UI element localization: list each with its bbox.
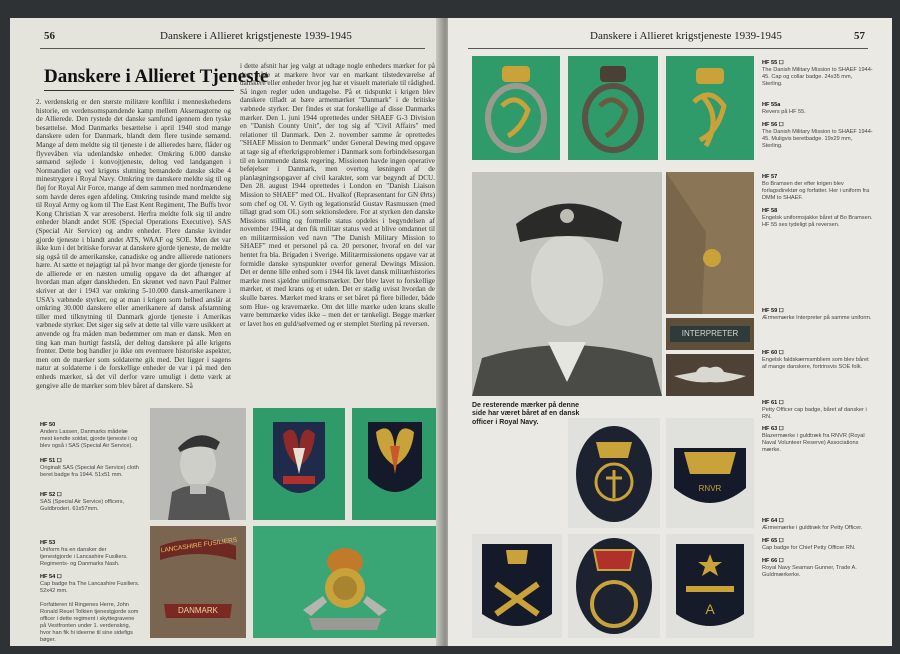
caption-text: Royal Navy Seaman Gunner, Trade A. Guldmærkerke. xyxy=(762,565,857,578)
dmm-badge-reverse-photo xyxy=(568,56,658,160)
caption-hf63 xyxy=(762,426,874,454)
caption-text: Blazermærke i guldtræk fra RNVR (Royal Naval Volunteer Reserve) Associations mærke. xyxy=(762,433,865,453)
caption-text: Engelsk uniformsjakke båret af Bo Bramsen. HF 55 ses tydeligt på reversen. xyxy=(762,215,873,228)
danmark-label: DANMARK xyxy=(177,606,218,615)
caption-hf55 xyxy=(762,60,874,88)
caption-code: HF 53 xyxy=(40,540,56,546)
caption-hf58 xyxy=(762,208,874,229)
body-column-1: 2. verdenskrig er den største militære konflikt i menneskehedens historie, en verdensomspændende kamp mellem Aksemagterne og de Allierede. Den rystede det danske samfund igennem den tyske besættelse. Mod Danmarks besættelse i april 1940 stod mange danskere uden for Danmark, blandt dem flere tusinde sømænd. Mange af dem meldte sig til tjeneste i de allieredes hære, flåder og flyvevåben via udenlandske enheder. Omkring 6.000 danske sømænd sejlede i konvojtjeneste, deltog ved landgangen i Normandiet og ved krigens slutning bemandede danske skibe 4 minestrygere i Royal Navy. Omkring tre danskere meldte sig til og fløj for Royal Air Force, mange af dem sammen med nordmændene som havde deres egen afdeling. Omkring tusinde mand meldte sig til Royal Army og kom til The East Kent Regiment, The Buffs hvor Kong Christian X var æresoberst. Herfra meldte folk sig til andre enheder blandt andet SOE (Special Operations Executive). SAS (Special Air Service) og andre enheder. Flere danske kvinder gjorde tjeneste i blandt andet ATS, WAAF og SOE. Men det var ikke kun i det britiske forsvar at danskere gjorde tjeneste, de meldte sig også til de amerikanske, canadiske og andre allierede nationers hære. At sætte et nøjagtigt tal på hvor mange der gjorde tjeneste for de allierede er en næsten umulig opgave da det afhænger af hvordan man afgør danskheden. En skrønet ved navn Paul Palmer skriver at der i 1943 var omkring 5-10.000 dansk-amerikanere i USA's væbnede styrker, og at man i krigen som helhed anslår at omkring 30.000 danskere eller amerikanere af dansk afstamning tiller med tilknytning til Danmark gjorde tjeneste i Amerikas væbnede styrker. Det siger sig selv at dette tal ville være usikkert at anvende og fra måden man bedømmer om man er dansk. Men en ting kan man hurtigt fastslå, der deltog danskere på alle krigens fronter. Dette bog handler jo ikke om eventuere historiske aspekter, men om de mærker som soldaterne gik med. Det ligger i sagens natur at soldaterne i de forskellige enheder de var i på med den enheds mærker, så det vil derfor være umuligt i dette værk at gengive alle de mærker som blev båret af danskere. Så xyxy=(36,98,231,390)
svg-text:A: A xyxy=(705,601,715,617)
left-running-head: Danskere i Allieret krigstjeneste 1939-1945 xyxy=(160,30,352,42)
caption-code: HF 52 ☐ xyxy=(40,492,62,498)
caption-hf55a xyxy=(762,102,874,116)
caption-text: Ærmemærke Interpreter på samme uniform. xyxy=(762,315,872,321)
caption-text: Engelsk faldskærmsmbliem som blev båret af mange danskere, fortrinsvis SOE folk. xyxy=(762,357,869,370)
bo-bramsen-portrait xyxy=(472,172,662,396)
caption-text: Uniform fra en dansker der tjenestgjorde i Lancashire Fusiliers. Regiments- og Danmarks Nash. xyxy=(40,547,128,567)
right-page-number: 57 xyxy=(854,30,865,42)
caption-code: HF 55 ☐ xyxy=(762,60,784,66)
caption-code: HF 51 ☐ xyxy=(40,458,62,464)
caption-text: Cap badge for Chief Petty Officer RN. xyxy=(762,545,856,551)
seaman-gunner-badge-photo xyxy=(666,534,754,638)
fusiliers-label: LANCASHIRE FUSILIERS xyxy=(160,536,238,555)
right-page xyxy=(448,18,892,646)
petty-officer-sleeve-badge-photo xyxy=(472,534,562,638)
sas-cloth-badge-photo xyxy=(253,408,345,520)
dmm-badge-wreath-photo xyxy=(472,56,560,160)
caption-text: SAS (Special Air Service) officers, Guldbroderi. 61x57mm. xyxy=(40,499,125,512)
caption-hf57 xyxy=(762,174,874,202)
caption-code: HF 56 ☐ xyxy=(762,122,784,128)
caption-code: HF 57 xyxy=(762,174,778,180)
caption-text: Cap badge fra The Lancashire Fusiliers. 52x42 mm. xyxy=(40,581,140,594)
caption-hf64 xyxy=(762,518,874,532)
body-column-2: i dette afsnit har jeg valgt at udtage nogle enheders mærker for på den måde at markere hvor var en markant tilstedeværelse af danskere eller enheder hvor jeg har et visuelt materiale til rådighed. Så ingen regler uden undtagelse. På et tidspunkt i krigen blev danskere tilladt at bære armemærket "Danmark" i de britiske væbnede styrker. Der findes et stat forskellige af disse Danmarks mærker. Den 1. juni 1944 oprettedes under SHAEF G-3 Division en "Danish County Unit", der tog sig af "Civil Affairs" med relationer til Danmark. Den 2. november samme år oprettedes "SHAEF Mission to Denmark" under General Dewing med opgave at tage sig af efterkrigsproblemer i Danmark som forbindelsesorgan til en kommende dansk regering. Missionen havde ingen operative beføjelser i Danmark, men overtog løsningen af de planlægningsopgaver af civil karakter, som var begyndt af DCU. Den 28. august 1944 oprettedes i London en "Danish Liaison Mission to SHAEF" med OL. Hvalkof (Repræsentant for GN Ørts) som chef og OL V. Gyth og legationsråd Gustav Rasmussen (med tillagt grad som OL) som sektionsledere. For at styrken den danske Missions stilling og formelle status opdeles i begyndelsen af november 1944, at den fik militær status ved at blive omdannet til en militærmission ved navn "The Danish Military Mission to SHAEF" med et personel på ca. 20 personer, hvoraf en del var hentet fra bla. Brigaden i Sverige. Militærmissionens opgave var at formidle danske synspunkter overfor general Dewings Mission. Det er denne lille enhed som i 1944 fik lavet dansk militærhistories mærke mest sjældne uniformsmærker. Der blev lavet to forskellige mærker, et med krans og et uden. Det er stadig uvisst hvordan de skulle bæres. Mærket med krans er set båret på flere billeder, både som Hue- og kravemærke. Om det lille mærke uden krans skulle være bemmærke vides ikke – men det er tænkeligt. Begge mærker er lavet hos en guld/sølvemed og er stemplet Sterling på reversen. xyxy=(240,62,435,328)
title-underline xyxy=(44,90,234,91)
caption-text: Originalt SAS (Special Air Service) cloth beret badge fra 1944. 51x51 mm. xyxy=(40,465,139,478)
caption-code: HF 63 ☐ xyxy=(762,426,784,432)
caption-text: The Danish Military Mission to SHAEF 1944-45. Muligvis beretbadge. 19x29 mm, Sterling. xyxy=(762,129,873,149)
caption-code: HF 64 ☐ xyxy=(762,518,784,524)
caption-code: HF 59 ☐ xyxy=(762,308,784,314)
caption-code: HF 61 ☐ xyxy=(762,400,784,406)
fusiliers-cap-badge-photo xyxy=(253,526,438,638)
parachute-wings-photo xyxy=(666,354,754,396)
dmm-badge-plain-photo xyxy=(666,56,754,160)
caption-code: HF 60 ☐ xyxy=(762,350,784,356)
caption-hf66 xyxy=(762,558,874,579)
left-page-number: 56 xyxy=(44,30,55,42)
rnvr-label: RNVR xyxy=(698,484,722,493)
caption-hf65 xyxy=(762,538,874,552)
rnvr-blazer-badge-photo xyxy=(666,418,754,528)
portrait-caption: De resterende mærker på denne side har været båret af en dansk officer i Royal Navy. xyxy=(472,402,580,426)
interpreter-patch-photo xyxy=(666,318,754,350)
caption-hf53 xyxy=(40,540,140,568)
caption-hf59 xyxy=(762,308,874,322)
anders-lassen-photo xyxy=(150,408,246,520)
uniform-jacket-photo xyxy=(666,172,754,314)
caption-text: Forfatteren til Ringenes Herre, John Ronald Reuel Tolkien tjenestgjorde som officer i dette regiment i skyttegravene på Vestfronten under 1. verdenskrig, hvor han fik hi ideerne til sine sidefigs bøger. xyxy=(40,602,139,643)
caption-text: Petty Officer cap badge, båret af dansker i RN. xyxy=(762,407,867,420)
caption-text: Revers på HF 55. xyxy=(762,109,806,115)
fusiliers-uniform-photo xyxy=(150,526,246,638)
caption-hf54 xyxy=(40,574,140,595)
caption-hf61 xyxy=(762,400,874,421)
chief-petty-officer-badge-photo xyxy=(568,534,660,638)
caption-hf51 xyxy=(40,458,140,479)
caption-code: HF 55a xyxy=(762,102,781,108)
right-running-head: Danskere i Allieret krigstjeneste 1939-1945 xyxy=(590,30,782,42)
chapter-title: Danskere i Allieret Tjeneste xyxy=(44,66,269,87)
caption-hf52 xyxy=(40,492,140,513)
caption-text: Bo Bramsen der efter krigen blev forlagsdirektør og forfatter. Her i uniform fra DMM to SHAEF. xyxy=(762,181,870,201)
caption-text: The Danish Military Mission to SHAEF 1944-45. Cap og collar badge. 24x35 mm, Sterling. xyxy=(762,67,873,87)
right-header-rule xyxy=(468,48,868,49)
left-header-rule xyxy=(40,48,425,49)
caption-code: HF 54 ☐ xyxy=(40,574,62,580)
caption-code: HF 65 ☐ xyxy=(762,538,784,544)
caption-tolkien xyxy=(40,602,140,644)
caption-hf50 xyxy=(40,422,140,450)
caption-code: HF 66 ☐ xyxy=(762,558,784,564)
caption-text: Ærmemærke i guldtræk for Petty Officer. xyxy=(762,525,863,531)
petty-officer-cap-badge-photo xyxy=(568,418,660,528)
caption-code: HF 58 xyxy=(762,208,778,214)
caption-hf60 xyxy=(762,350,874,371)
caption-text: Anders Lassen, Danmarks mådelæ mest kendte soldat, gjorde tjeneste i og blev også i SAS (Special Air Service). xyxy=(40,429,138,449)
sas-officer-badge-photo xyxy=(352,408,438,520)
left-page xyxy=(10,18,442,646)
caption-hf56 xyxy=(762,122,874,150)
caption-code: HF 50 xyxy=(40,422,56,428)
interpreter-label: INTERPRETER xyxy=(670,326,750,342)
